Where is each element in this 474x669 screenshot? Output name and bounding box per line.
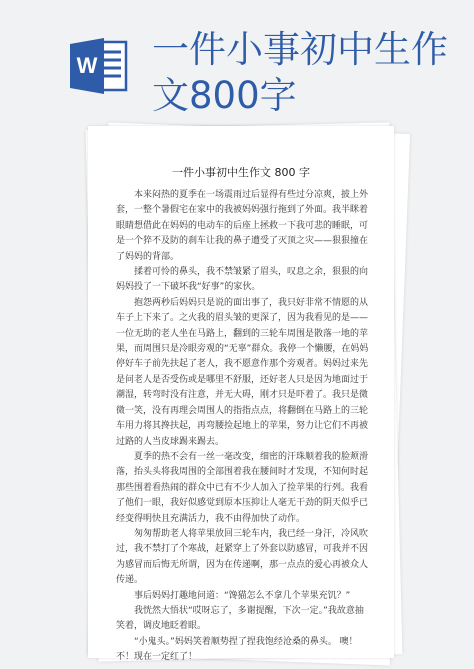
page-title-line2: 文800字 [152,74,297,117]
paragraph: 揉着可怜的鼻头，我不禁皱紧了眉头，叹息之余，狠狠的向妈妈投了一下破坏我“好事”的家伙。 [116,267,369,293]
logo-letter: W [76,53,98,78]
paragraph: 我恍然大悟状“哎呀忘了，多谢提醒，下次一定。”我故意抽笑着，调皮地眨着眼。 [116,605,364,632]
word-document-icon [68,36,130,96]
paragraph: 抱怨两秒后妈妈只是说的面出事了，我只好非常不情愿的从车子上下来了。之火我的眉头皱的更深了，因为我看见的是——一位无助的老人坐在马路上，翻到的三轮车周围是散落一地的苹果，而周围只是冷眼旁观的“无辜”群众。我停一个懒腰，在妈妈停好车子前先扶起了老人，我不愿意作那个旁观者。妈妈过来先是问老人是否受伤或是哪里不舒服，还好老人只是因为地面过于潮湿，转弯时没有注意，并无大碍，刚才只是吓着了。我只是微微一笑，没有再理会周围人的指指点点，将翻倒在马路上的三轮车用力将其搀扶起，再弯腰捡起地上的苹果，努力让它们不再被过路的人当皮球踢来踢去。 [116,297,369,447]
page-title-line1: 一件小事初中生作 [152,28,448,71]
document-preview [78,122,408,662]
document-title: 一件小事初中生作文 800 字 [172,166,310,179]
document-page [88,126,394,663]
paragraph: 事后妈妈打趣地问道：“馋猫怎么不拿几个苹果充饥？” [134,590,351,601]
document-body [116,188,370,666]
paragraph: “小鬼头。”妈妈笑着顺势捏了捏我饱经沧桑的鼻头。 噢！ 不！现在一定红了！ [116,636,358,663]
paragraph: 本来闷热的夏季在一场震雨过后显得有些过分凉爽，披上外套，一整个暑假宅在家中的我被妈妈强行拖到了外面。我半眯着眼睛想借此在妈妈的电动车的后座上拯救一下我可悲的睡眠，可是一个猝不及防的刹车让我的鼻子遭受了灭顶之灾——狠狠撞在了妈妈的背部。 [116,190,369,262]
header-banner [0,0,474,130]
paragraph: 匆匆帮助老人将苹果放回三轮车内，我已经一身汗，冷风吹过，我不禁打了个寒战，赶紧穿上了外套以防感冒，可我并不因为感冒而后悔无所谓，因为在传递啊，那一点点的爱心再被众人传递。 [116,528,369,586]
paragraph: 夏季的热不会有一丝一毫改变，细密的汗珠顺着我的脸颊滑落，抬头头将我周围的全部围着我在腰间时才发现，不知何时起那些围着看热闹的群众中已有不少人加入了捡苹果的行列。我看了他们一眼，我好似感觉到原本压抑让人毫无干劲的阴天似乎已经变得明快且充满活力，我不由得加快了动作。 [116,451,369,524]
